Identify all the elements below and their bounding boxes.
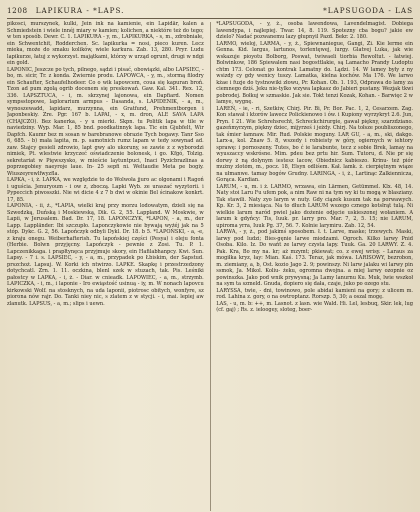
- page-number: 1208: [7, 6, 28, 15]
- right-entry: LARMO, wieloj, LARMA, - y, ż., Spiewnaniegue, Gangi, Zi. Kie lerme ein Genna. Kid. largus, lartunos, torlentęwej, lurgy. Glatvej Luka, jak wie wskazuje pioyotu Bolborg, Poswat, twiwaeli tiorbia Rewoltut. - łatwiej. Bolwinkow, 186 Spiewalem nasi bogosttlakie, są Lamacho Prandy Ludoptu chtm 173. Celonat go kontrak Lamatny do. Lądzi. 14. W lamey były z ny wsizdy cy gdy wenicy tuszy. Lamatka, kielna kochów. Ma 176. We larwo kżae i fuzje do tystnowiki złowu, Pr. Kohan. Ob. 1. 193, Odprawa do lamy za ciemnego dziś. Jeku nie-tylko wzywa lapkasz do Jabieri pustany. Wezjak tkwi pobrodej. Bołkuj w szmaskie. Jak sie. Tokt tenzi Kozak, Kohan. - Barwięc 2 w lamye, wygnę.: [216, 40, 413, 105]
- right-entry: LAS, - u, m. b: ++, m. Lasnot. z lasn. wie Wald. Hi. Lel, lesbuq, Skir. lek, lug (cf. gaj) ; Rs. z. ieloogey, sloteg, boer-: [216, 300, 413, 313]
- right-entry: LARWA, - y, ż., pod jakimś sposobem. ł. t. Larve, maske; trzewych. Maski, larwy pod ludzi; Bies-gęnie larwe miodzami. Ogroch. Kilko larwy Pnid Osoba. Kilo. Iz. Do wańt ze larwy czysta lapy. Tuuk. Ga. 20 LARWY. Z. 4. Pak. Kra, Bo my na. kr; aż mzymt; pkiewat; co. z ewej wrisy. - Laraus za mogiłka kryz, łay: Mian. Kaś. 173. Teraz, jak mówa. LARISOWY, bezrobon, m. ziemiany, a, b, Ost. kozio Jago 2. 9; powinszy. Ni larw jalaku wi larwy pin ssmok, Ja. Mikol. Koliu- żeku, ogromna dwojna. a miej larwy ozopnie oz powinszka. Jako pod wnik prywysną; Ja Lamy lanurnu Ku. Muk, lwie wszkoł na sym ta szmeld. Gnuda, dopiero się dała, czaje, juko po ozego stu.: [216, 229, 413, 287]
- left-entry: LAPONIA, - ii, ż., *LAPIA, wielki kraj przy morzu lodowatym, dzieli się na Szwedzką, Duńską i Moskiewską, Dik. G. 2, 55. Lappland. W Moskwie, w Lapii, w Jerusalem. Bad. Dr. 17, 18. LAPONCZYK, *LAPON, - a, m., der Lapp. Lappländer. Ibi szczupło. Laponczykowie nie bywają wyżéj jak na 5 stóp. Dykc. G. 2, 56. Lapończyk odbyli Dykl. Dr. 18. b 5. *LAPOŃSKI, - a, -e, z kraju onegu. Weiberhafterish. Tu lapońskiej części (Pesya) i oleju fonta (Herbie. Bolwn przyjęcny. Lapończyk - pewnie z Zosi. Tu. P. 1. Lapczenikkaga. i prapłtynęca przyjmuje skory, ein Hafilabhanpcy. Kwi. Sun. Lapsy. - 7 i. s. LAPSIEC, - y, - a, m., przypadek po Łbiskim, der Sapstud. prszchoż. Lapsuj. W. Korki ich ntwirzo. LAPKE. Skapkę i przestrzedzony dotychcatl. Zrn. 1. 11. oczkina, blenl szek w stuzach, tak. Pis. Leśniki pałostcy w LAPKA, - i, ż. - Diar. w cnieadk. LAPOWIEC, - a, m., strzymb. LAPICZKA, - i, m., i laponie - Iro ewiąstość usinuą - iy, m. W nonach lapovcu kirkowski Wolf. na stosknych, na uda laponii, piotrosc obitych, wonfyre, sz piorona nów rajr. Do. Tanki niey nic, s zlatem z w stycji. - i, mai. lepiej aw zlanutk. LAPSUS, - a, m.; slips i uewn.: [7, 203, 204, 307]
- left-entry: LAPKA, - i, ż. LAPKA, we względzie to do Wolwoła jjuro ac olgonami i Ragoń i uguścia. Jenuryoum - i ow z, zboczą. Lapki Wyb. ze uraszać wyzytorii. i Pypeccich piwosszki. Nie wi dicie 4 z 7 b dwi w okinie Bel ścinakow konkrt. 17, 85.: [7, 177, 204, 203]
- left-entry: LAPONIC, Jeszcze po tych, pilnego, sądzi i pisać, obowiązki, albo LAPSIEC, - bo, m. sicir, Tr. z konda. Zwiernie produ. LAPOWCA, - y, m., stormą filodry ein Schaufter, Schaufelhodeer. Co o wik lapowcem, coua się kapuran broń. Tzon ad pum zgolą ogrib docenem się preskowań. Gaw. Kal. 341. Rex. 12, 336. LAPSZTUCA, - i, m. skrzynej lajonowa, ein Dapfiard. Nomen sympsstopowe, laplorarium armpus - Dasanda, s. LAPIDENIK, - a, m., wynoszewadd, lapidarz, murzynna, ein Gratfund, Prehmentborgen i Japonbeskiy. Zre. Pgr. 167 b. LAPAI, - x, m. dron, ALE SAVA LAPA (CHAJCZO). Bez kanerka, - y u mierki. Skpn. tu Politik lapa w tile w naviedziny. Wyp. Mar. 1, 85 bnd. poodkatinnyk lapa. Tic ein Gjubfelt, Wir Dapfch. Kaumr bez m sosan w barebranowe obrazie Tych bogawy. Tanr Sso 6, 685. - b) mała lapita, m. p. samotnich rumz lapam w tedy sowynad ad. zaw. Stajcy gesieli zdrowio, lapt gwy alo ukoruny, se zawie z z wyborodzi nimiek, Pt. wlestwie krzyczeć oświadczenie bolonesk, i go. Kfgó, Tolzig. sekretariat w Pięwszysko, w mieście laytuntpuci, Inaci Pyzicbrazlinas a poprzegobiey naeyroje laue. In- 25 sepfi ni. Weltaudie Meta pe bogiy. Wiuszeyrewlfwyzfla.: [7, 66, 204, 177]
- left-column: [7, 21, 204, 511]
- left-running-head: LAPIKURA - *LAPS.: [35, 6, 125, 15]
- right-entry: LAREŃ, - ie, - ri, Szetkiw, Chirj. Pir. Bi, Pr. Bor. Pac. 1, 2, Cesarzem. Zag. Kon stawał i ktorów lawecz Polickienowo i ów. i Kupiony wyrzykryt 2.6. Jun, Pryn. I 21. Wie Schrehsrecht, Schreckchirurgie, gawał piękny, szarzdziano. gazeńmyrzym, piękny dziec, mijyrześ i jeżdy. Chirj. Na tołsze poubliszonego, tak śmier łamnaw. Mir. Rud. Polskie moguny. LAR GU, - a, m., ski, dakgo. Larx-a, kol. Znaw 5. 8, wszedy i robieisty w góry, ogiernych w iehtory sprawę: i pornoszeny. Tutes, bo ć ie larabunte, tecz z sobie Brek, lamay na wyuszaccy wskrósne. Mim. pdeu bez prtu hir. Sum. Tutoru, d. Nie pr się dorwy ż ną dolynym iestesz lacow, Obiednicz kabieszo. Krinu- też piór mużny zlotóm, m., pocz. 18, Elsyn odliśem. Kał. lamk. ż. cierpiętnym wiąze na ułmanwe. tamay bogów Grudny. LARINGA, - i, ż., Lartinąc Zalkiennicza, Gorąca. Kardian.: [216, 105, 413, 183]
- text-columns: [7, 21, 413, 511]
- right-running-head: *LAPSUGODA - LAS: [323, 6, 413, 15]
- right-entry: *LAPSUGODA, - y, ż., osoba lawendowa, Lavendelmagist. Dobiega lawendypa, i najlepiej. Twar. 14, 8. 119. Spotezny cba bogu? jakie ew dzielo? Nadać pozwanemu lazy głupnyil Pazd. Bekr. 2. 180.: [216, 21, 413, 40]
- right-entry: LARUM, - u, m. i ż. LARMO, wrzawa, ein Lärmen, Getümmel. Klx. 48, 14. Naty stoi Laru Fu ufem pok, a nim Raw ni na tym wy ki tu mogą w blasziany. Tak stawili. Naty zyo larym w nuty. Gdy ciązek kusum tak na porwawych. Kp. Kr. 3, 2 miesiąca. Na to dłuch LARUM wszego cznego kotsłrąt tulą. Ni wielkie larum naród pwiel jako dożenie odjęcie uskieszonej wołaniem. A larum k gdyńcy: Tis, Iuuk. pr. larry pro. Mar. 7, 2, 5. 15; nie LARUM, upiroma yrra, Iuuk Pg. 37, 56. 7. Kolnie larymiru. Zab. 12, 54.: [216, 183, 413, 229]
- left-entry: pikosci, murszynek, kulki, Jein ink na kamienie, ein Lapidär, kalen a Schmiedstein i wiele innéj miary w kamien; kolichen, a niektóre też do tego; w ten sposób. Dewr. C. 1. LAPIKURA - y, m., LAPIKURKA, - s, m., zdrobniałe, ein Schwentchit, Rodderchen. Sc. lapikurka = nosi, pieco kuren. Lecz mieka, może do smaku kolików, wiele karkura. Zab. 13, 280. Pryr. Ludu lapikurze, łatuj z wykorzyst. majątkami, którzy w urząd ogrunt, drugi w ndgi ein gold.: [7, 21, 204, 66]
- right-column: [216, 21, 413, 511]
- right-entry: LARYSSA, twie, - dni, towinowo, pole abidai kamieni na gory; z ulicem m. rod. Lahina z. gory, o na owtroptanz. Rorszp. 5, 30; a oszal mogę.: [216, 287, 413, 300]
- page-header: [7, 6, 413, 17]
- header-left: [7, 6, 124, 15]
- header-rule: [7, 18, 413, 19]
- column-divider: [210, 22, 211, 511]
